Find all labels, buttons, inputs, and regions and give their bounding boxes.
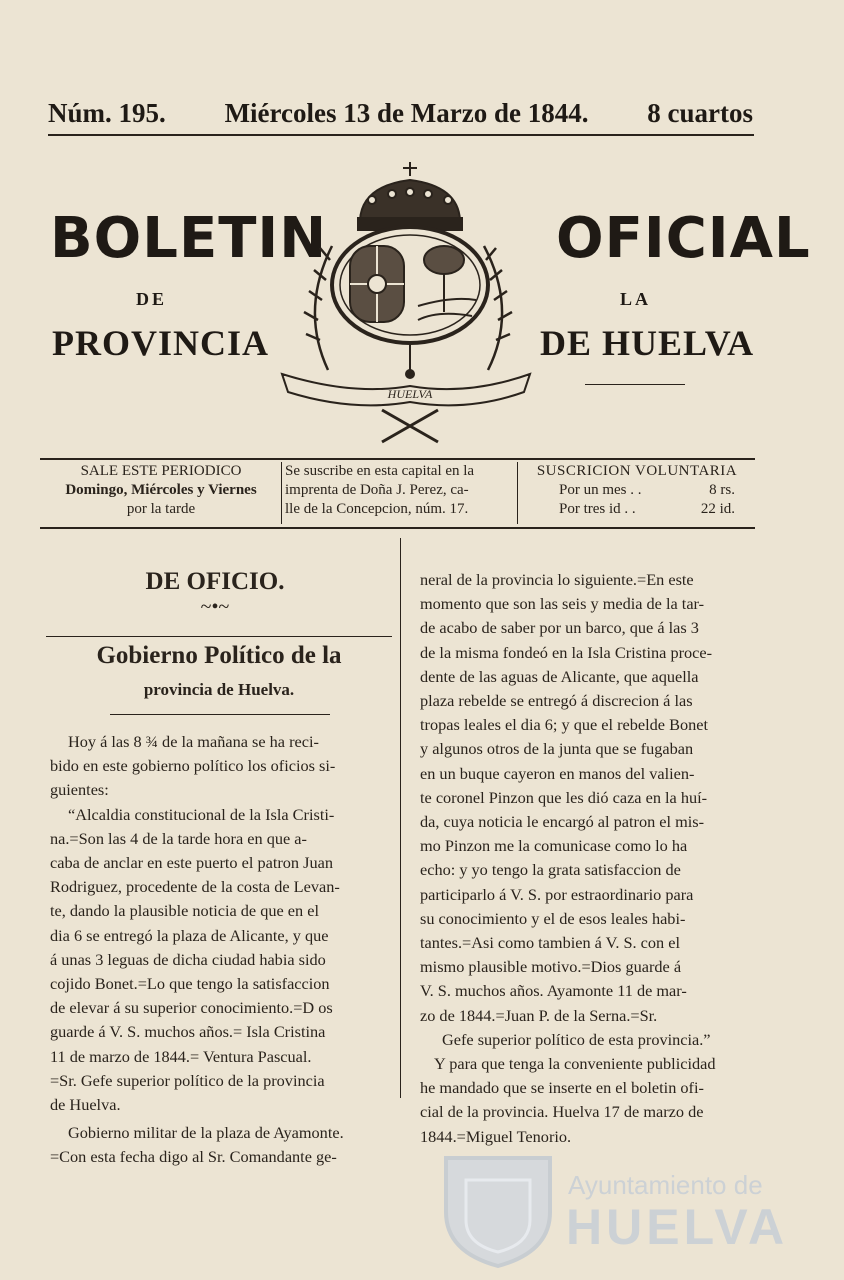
left-line: cojido Bonet.=Lo que tengo la satisfaccion	[50, 974, 330, 994]
title-de-huelva: DE HUELVA	[540, 323, 755, 363]
title-la: LA	[620, 289, 652, 309]
masthead-rule	[48, 134, 754, 136]
right-line: de la misma fondeó en la Isla Cristina proce-	[420, 642, 713, 662]
right-line: zo de 1844.=Juan P. de la Serna.=Sr.	[420, 1005, 658, 1025]
right-line: su conocimiento y el de esos leales habi-	[420, 908, 686, 928]
right-line: de acabo de saber por un barco, que á las 3	[420, 618, 699, 638]
title-oficial: OFICIAL	[556, 206, 811, 271]
issue-date: Miércoles 13 de Marzo de 1844.	[224, 98, 589, 128]
price-value-three: 22 id.	[700, 501, 735, 517]
issue-number: Núm. 195.	[48, 98, 166, 128]
left-line: caba de anclar en este puerto el patron Juan	[50, 853, 333, 873]
right-line: he mandado que se inserte en el boletin ofi-	[420, 1078, 704, 1098]
right-line: V. S. muchos años. Ayamonte 11 de mar-	[420, 981, 687, 1001]
right-line: dente de las aguas de Alicante, que aquella	[420, 666, 699, 686]
info-publication-line2: Domingo, Miércoles y Viernes	[65, 482, 257, 498]
shield-watermark-icon	[436, 1150, 560, 1270]
right-line: te coronel Pinzon que les dió caza en la huí-	[420, 787, 708, 807]
left-line: =Sr. Gefe superior político de la provincia	[50, 1070, 325, 1090]
title-underline	[585, 384, 685, 385]
right-line: y algunos otros de la junta que se fugaban	[420, 739, 694, 759]
ornament-divider: ~•~	[200, 596, 230, 618]
info-divider-1	[281, 462, 282, 524]
right-line: tropas leales el dia 6; y que el rebelde Bonet	[420, 715, 708, 735]
right-line: tantes.=Asi como tambien á V. S. con el	[420, 933, 680, 953]
right-line: da, cuya noticia le encargó al patron el mis-	[420, 812, 705, 832]
info-subscription-title: SUSCRICION VOLUNTARIA	[536, 463, 738, 479]
watermark-line2: HUELVA	[566, 1199, 789, 1255]
left-line: á unas 3 leguas de dicha ciudad habia sido	[50, 949, 326, 969]
right-line: 1844.=Miguel Tenorio.	[420, 1126, 572, 1146]
left-line: guientes:	[50, 780, 109, 800]
right-line: Y para que tenga la conveniente publicidad	[434, 1054, 716, 1074]
gob-top-rule	[46, 636, 392, 637]
left-line: Rodriguez, procedente de la costa de Levan-	[50, 877, 340, 897]
left-line: de elevar á su superior conocimiento.=D os	[50, 998, 333, 1018]
title-de: DE	[136, 289, 168, 309]
info-top-rule	[40, 458, 755, 460]
price-row-month	[521, 481, 753, 500]
right-line: Gefe superior político de esta provincia.”	[442, 1029, 711, 1049]
right-line: cial de la provincia. Huelva 17 de marzo de	[420, 1102, 704, 1122]
info-subscribe-line2: imprenta de Doña J. Perez, ca-	[285, 482, 469, 498]
right-line: en un buque cayeron en manos del valien-	[420, 763, 695, 783]
title-boletin: BOLETIN	[50, 206, 328, 271]
left-line: te, dando la plausible noticia de que en el	[50, 901, 319, 921]
left-line: 11 de marzo de 1844.= Ventura Pascual.	[50, 1046, 312, 1066]
left-line: guarde á V. S. muchos años.= Isla Cristina	[50, 1022, 326, 1042]
coat-of-arms-icon	[262, 160, 537, 445]
right-line: participarlo á V. S. por estraordinario para	[420, 884, 694, 904]
title-provincia: PROVINCIA	[52, 323, 270, 363]
info-subscribe	[285, 462, 513, 524]
info-publication	[44, 462, 278, 524]
info-subscribe-line1: Se suscribe en esta capital en la	[285, 463, 475, 479]
info-subscribe-line3: lle de la Concepcion, núm. 17.	[285, 501, 469, 517]
gob-bottom-rule	[110, 714, 330, 715]
left-line: bido en este gobierno político los oficios si-	[50, 756, 336, 776]
info-bottom-rule	[40, 527, 755, 529]
right-line: echo: y yo tengo la grata satisfaccion de	[420, 860, 681, 880]
right-line: momento que son las seis y media de la tar-	[420, 594, 705, 614]
left-line: de Huelva.	[50, 1095, 121, 1115]
price-value-month: 8 rs.	[709, 482, 735, 498]
section-title-de-oficio: DE OFICIO.	[145, 568, 285, 595]
issue-price: 8 cuartos	[647, 98, 753, 128]
left-line: dia 6 se entregó la plaza de Alicante, y que	[50, 925, 329, 945]
info-publication-line1: SALE ESTE PERIODICO	[80, 463, 242, 479]
right-article	[420, 568, 755, 1149]
left-line: “Alcaldia constitucional de la Isla Cristi-	[68, 804, 335, 824]
left-line: na.=Son las 4 de la tarde hora en que a-	[50, 828, 307, 848]
right-line: mismo plausible motivo.=Dios guarde á	[420, 957, 682, 977]
gob-title: Gobierno Político de la	[96, 642, 342, 669]
left-line: Hoy á las 8 ¾ de la mañana se ha reci-	[68, 732, 319, 751]
crest-ribbon-label: HUELVA	[387, 387, 433, 401]
price-row-three	[521, 500, 753, 519]
gob-subtitle: provincia de Huelva.	[143, 680, 295, 699]
price-label-month: Por un mes . .	[559, 482, 642, 498]
left-article	[50, 730, 380, 1170]
watermark-line1: Ayuntamiento de	[568, 1170, 763, 1200]
info-divider-2	[517, 462, 518, 524]
price-label-three: Por tres id . .	[559, 501, 636, 517]
right-line: plaza rebelde se entregó á discrecion á las	[420, 691, 693, 711]
left-line: Gobierno militar de la plaza de Ayamonte.	[68, 1123, 344, 1143]
right-line: neral de la provincia lo siguiente.=En este	[420, 570, 694, 589]
left-line: =Con esta fecha digo al Sr. Comandante ge-	[50, 1147, 337, 1167]
info-subscription-prices	[521, 462, 753, 524]
column-divider	[400, 538, 401, 1098]
info-publication-line3: por la tarde	[126, 501, 196, 517]
right-line: mo Pinzon me la comunicase como lo ha	[420, 836, 688, 856]
masthead-line	[48, 98, 753, 132]
